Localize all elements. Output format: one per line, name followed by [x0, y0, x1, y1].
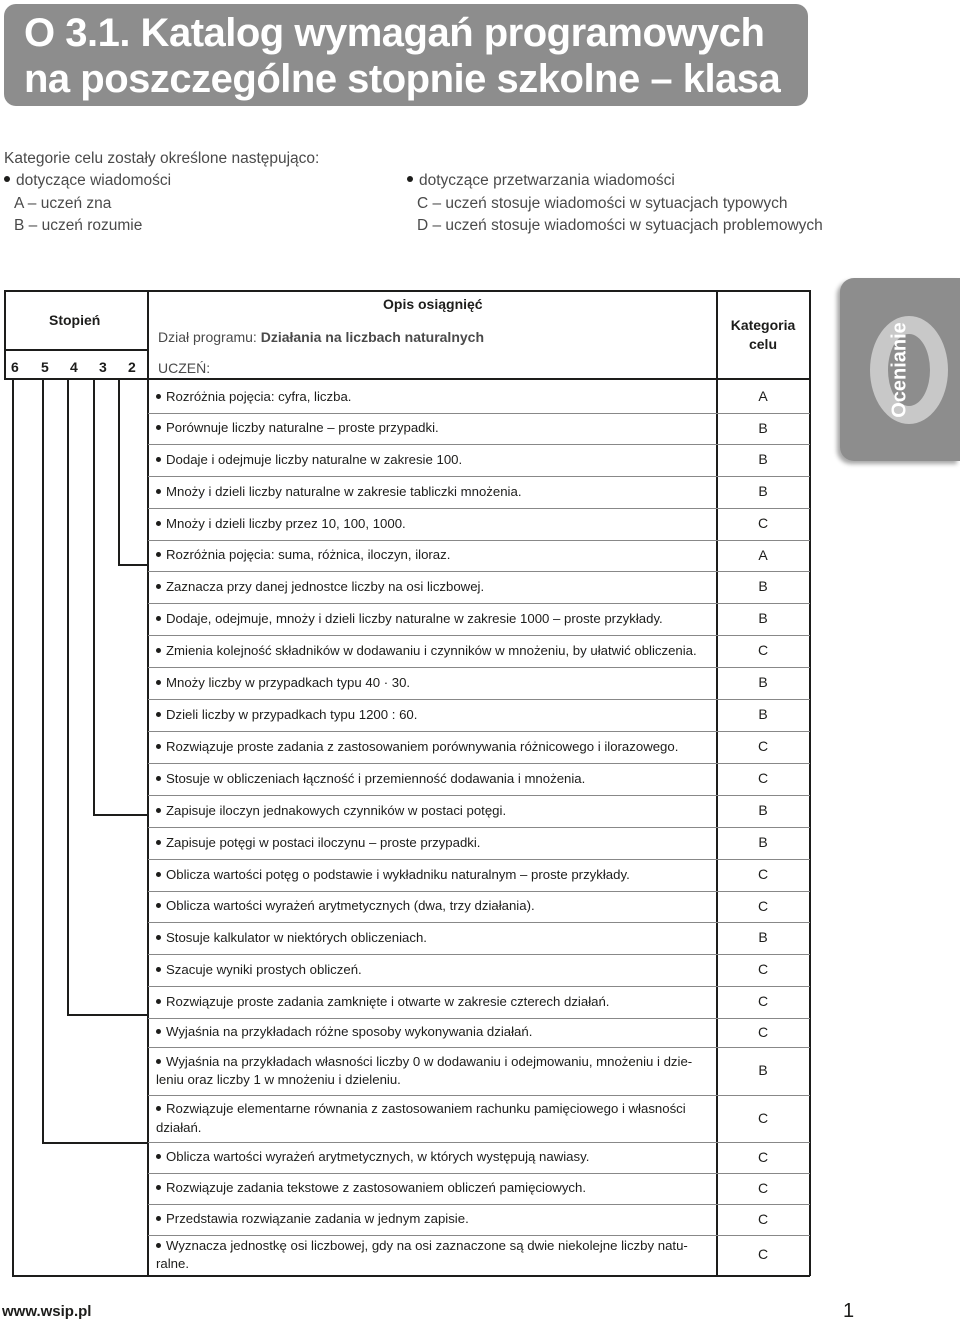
requirement-text — [156, 674, 716, 693]
stopien-header-divider — [4, 349, 148, 351]
bullet-icon — [156, 1059, 161, 1064]
bullet-icon — [156, 1185, 161, 1190]
requirement-line: Szacuje wyniki prostych obliczeń. — [166, 961, 362, 977]
category-cell: C — [757, 961, 769, 977]
stopien-5-line — [42, 379, 44, 1143]
stopien-number-6: 6 — [11, 359, 19, 375]
bullet-icon — [156, 935, 161, 940]
requirement-text — [156, 706, 716, 725]
category-cell: C — [757, 642, 769, 658]
requirement-line: Stosuje w obliczeniach łączność i przemienność dodawania i mnożenia. — [166, 770, 586, 786]
requirement-line: ralne. — [156, 1256, 189, 1271]
requirement-text — [156, 419, 716, 438]
requirement-line: Mnoży liczby w przypadkach typu 40 · 30. — [166, 674, 411, 690]
row-divider — [148, 986, 810, 987]
row-divider — [148, 444, 810, 445]
requirement-text — [156, 993, 716, 1012]
requirement-line: Rozwiązuje elementarne równania z zastosowaniem rachunku pamięciowego i własności — [166, 1101, 686, 1116]
ocenianie-side-tab — [840, 278, 960, 461]
category-cell: B — [758, 610, 768, 626]
category-cell: A — [758, 546, 768, 563]
requirement-line: Mnoży i dzieli liczby naturalne w zakresie tabliczki mnożenia. — [166, 483, 522, 499]
table-left-border — [4, 290, 6, 379]
requirement-line: Wyjaśnia na przykładach własności liczby 0 w dodawaniu i odejmowaniu, mnożeniu i dzie- — [166, 1053, 693, 1069]
category-cell: C — [757, 1109, 769, 1126]
stopien-4-line — [67, 379, 69, 1015]
requirement-text — [156, 802, 716, 821]
requirement-line: Zmienia kolejność składników w dodawaniu i czynników w mnożeniu, by ułatwić obliczenia. — [166, 642, 697, 658]
category-cell: B — [758, 834, 768, 850]
requirement-line: Rozwiązuje proste zadania zamknięte i otwarte w zakresie czterech działań. — [166, 993, 610, 1009]
requirement-line: Dzieli liczby w przypadkach typu 1200 : 60. — [166, 706, 418, 722]
dzial-name: Działania na liczbach naturalnych — [260, 329, 484, 345]
requirement-text — [156, 1237, 716, 1274]
uczen-label: UCZEŃ: — [158, 360, 211, 376]
requirement-text — [156, 483, 716, 502]
bullet-icon — [156, 872, 161, 877]
footer-url: www.wsip.pl — [2, 1303, 92, 1320]
category-a: A – uczeń zna — [14, 194, 112, 212]
requirement-line: Rozwiązuje zadania tekstowe z zastosowaniem obliczeń pamięciowych. — [166, 1180, 587, 1196]
category-cell: B — [758, 578, 768, 594]
bullet-icon — [156, 1106, 161, 1111]
requirement-line: Przedstawia rozwiązanie zadania w jednym zapisie. — [166, 1211, 469, 1227]
requirement-text — [156, 1179, 716, 1198]
requirement-line: Dodaje, odejmuje, mnoży i dzieli liczby naturalne w zakresie 1000 – proste przykłady. — [166, 610, 663, 626]
stopien-5-foot — [42, 1142, 148, 1144]
category-cell: C — [757, 1210, 769, 1227]
row-divider — [148, 1204, 810, 1205]
requirement-text — [156, 834, 716, 853]
bullet-icon — [156, 744, 161, 749]
categories-right-column — [407, 170, 823, 238]
row-divider — [148, 859, 810, 860]
bullet-icon — [156, 903, 161, 908]
category-cell: C — [757, 1179, 769, 1196]
row-divider — [148, 1173, 810, 1174]
bullet-icon — [156, 1154, 161, 1159]
bullet-icon — [156, 840, 161, 845]
category-cell: B — [758, 929, 768, 945]
bullet-icon — [156, 1216, 161, 1221]
bullet-icon — [156, 712, 161, 717]
bullet-icon — [156, 1029, 161, 1034]
bullet-icon — [4, 176, 10, 182]
bullet-icon — [156, 808, 161, 813]
stopien-4-foot — [67, 1014, 148, 1016]
category-cell: C — [757, 738, 769, 754]
row-divider — [148, 476, 810, 477]
categories-left-bullet — [4, 170, 171, 193]
requirement-line: Wyjaśnia na przykładach różne sposoby wykonywania działań. — [166, 1024, 533, 1040]
stopien-3-foot — [93, 814, 148, 816]
stopien-divider — [147, 290, 149, 1276]
stopien-3-line — [93, 379, 95, 815]
bullet-icon — [156, 394, 161, 399]
kategoria-header-line1: Kategoria — [730, 317, 796, 333]
kategoria-header — [716, 316, 810, 354]
categories-heading: Kategorie celu zostały określone następująco: — [4, 150, 320, 167]
requirement-line: Wyznacza jednostkę osi liczbowej, gdy na osi zaznaczone są dwie niekolejne liczby natu- — [166, 1237, 688, 1253]
category-cell: B — [758, 419, 768, 436]
row-divider — [148, 413, 810, 414]
requirement-line: Rozróżnia pojęcia: cyfra, liczba. — [166, 388, 352, 404]
requirement-text — [156, 642, 716, 661]
bullet-icon — [156, 616, 161, 621]
category-cell: C — [757, 993, 769, 1009]
bullet-icon — [156, 552, 161, 557]
categories-left-column — [4, 170, 171, 238]
category-cell: C — [757, 897, 769, 914]
bullet-icon — [156, 776, 161, 781]
category-b: B – uczeń rozumie — [14, 217, 143, 234]
requirement-line: Zaznacza przy danej jednostce liczby na osi liczbowej. — [166, 578, 485, 594]
requirement-text — [156, 515, 716, 534]
row-divider — [148, 1095, 810, 1096]
row-divider — [148, 954, 810, 955]
requirement-text — [156, 1148, 716, 1167]
requirement-line: Porównuje liczby naturalne – proste przypadki. — [166, 420, 439, 436]
row-divider — [148, 699, 810, 700]
requirement-text — [156, 1210, 716, 1229]
row-divider — [148, 540, 810, 541]
requirement-line: Stosuje kalkulator w niektórych obliczeniach. — [166, 929, 427, 945]
requirement-text — [156, 578, 716, 597]
row-divider — [148, 667, 810, 668]
dzial-programu — [158, 329, 484, 345]
requirement-line: Oblicza wartości potęg o podstawie i wykładniku naturalnym – proste przykłady. — [166, 866, 630, 882]
bullet-icon — [156, 457, 161, 462]
categories-right-bullet-text: dotyczące przetwarzania wiadomości — [419, 172, 675, 189]
category-c: C – uczeń stosuje wiadomości w sytuacjach typowych — [417, 194, 788, 212]
bullet-icon — [156, 1243, 161, 1248]
stopien-number-5: 5 — [41, 359, 49, 375]
bullet-icon — [156, 521, 161, 526]
category-d: D – uczeń stosuje wiadomości w sytuacjach problemowych — [417, 217, 823, 234]
requirement-text — [156, 1053, 716, 1090]
bullet-icon — [156, 489, 161, 494]
row-divider — [148, 891, 810, 892]
bullet-icon — [156, 999, 161, 1004]
kategoria-header-line2: celu — [748, 336, 777, 352]
row-divider — [148, 731, 810, 732]
category-cell: B — [758, 451, 768, 467]
requirement-line: Dodaje i odejmuje liczby naturalne w zakresie 100. — [166, 451, 463, 467]
requirement-line: działań. — [156, 1119, 202, 1135]
requirement-line: Oblicza wartości wyrażeń arytmetycznych (dwa, trzy działania). — [166, 898, 535, 914]
requirement-text — [156, 897, 716, 916]
row-divider — [148, 795, 810, 796]
requirement-text — [156, 1100, 716, 1137]
category-cell: C — [757, 1023, 769, 1040]
bullet-icon — [156, 967, 161, 972]
requirement-line: Rozwiązuje proste zadania z zastosowaniem porównywania różnicowego i ilorazowego. — [166, 738, 679, 754]
requirement-text — [156, 610, 716, 629]
stopien-number-2: 2 — [128, 359, 136, 375]
opis-header: Opis osiągnięć — [383, 296, 483, 312]
requirement-text — [156, 866, 716, 885]
title-banner — [4, 4, 808, 147]
title-line-1: O 3.1. Katalog wymagań programowych — [24, 11, 765, 55]
categories-left-bullet-text: dotyczące wiadomości — [16, 172, 172, 189]
requirement-line: Rozróżnia pojęcia: suma, różnica, iloczyn, iloraz. — [166, 547, 451, 563]
category-cell: C — [757, 770, 769, 786]
category-cell: B — [758, 674, 768, 690]
stopien-header: Stopień — [49, 312, 101, 328]
category-cell: B — [758, 483, 768, 499]
row-divider — [148, 1018, 810, 1019]
stopien-number-3: 3 — [99, 359, 107, 375]
category-cell: C — [757, 515, 769, 531]
requirement-text — [156, 1023, 716, 1042]
row-divider — [148, 508, 810, 509]
bullet-icon — [156, 648, 161, 653]
header-bottom-border — [4, 378, 810, 380]
row-divider — [148, 827, 810, 828]
row-divider — [148, 1047, 810, 1048]
row-divider — [148, 571, 810, 572]
requirement-text — [156, 738, 716, 757]
bullet-icon — [407, 176, 413, 182]
category-cell: B — [758, 1062, 768, 1078]
requirement-text — [156, 451, 716, 470]
table-bottom-border — [148, 1275, 810, 1277]
page-number: 1 — [843, 1300, 855, 1322]
requirement-text — [156, 961, 716, 980]
requirement-line: Oblicza wartości wyrażeń arytmetycznych, w których występują nawiasy. — [166, 1149, 590, 1165]
requirement-line: Zapisuje iloczyn jednakowych czynników w postaci potęgi. — [166, 802, 507, 818]
row-divider — [148, 1142, 810, 1143]
requirement-line: Zapisuje potęgi w postaci iloczynu – proste przypadki. — [166, 834, 481, 850]
requirement-text — [156, 929, 716, 948]
requirement-text — [156, 770, 716, 789]
bullet-icon — [156, 425, 161, 430]
category-cell: C — [757, 1148, 769, 1165]
category-cell: A — [758, 388, 768, 404]
row-divider — [148, 635, 810, 636]
title-line-2: na poszczególne stopnie szkolne – klasa 4 — [24, 57, 781, 147]
stopien-6-foot — [12, 1275, 148, 1277]
requirement-text — [156, 388, 716, 407]
page-title — [24, 10, 790, 148]
stopien-6-line — [12, 379, 14, 1276]
side-tab-label: Ocenianie — [888, 322, 911, 418]
stopien-2-line — [118, 379, 120, 565]
dzial-label: Dział programu: — [158, 329, 261, 345]
bullet-icon — [156, 584, 161, 589]
row-divider — [148, 922, 810, 923]
row-divider — [148, 763, 810, 764]
requirement-text — [156, 546, 716, 565]
stopien-2-foot — [118, 564, 148, 566]
row-divider — [148, 603, 810, 604]
category-cell: C — [757, 866, 769, 882]
stopien-number-4: 4 — [70, 359, 78, 375]
requirement-line: leniu oraz liczby 1 w mnożeniu i dzieleniu. — [156, 1072, 401, 1087]
category-cell: B — [758, 706, 768, 722]
category-cell: C — [757, 1246, 769, 1262]
table-top-border — [4, 290, 810, 292]
categories-right-bullet — [407, 170, 823, 193]
requirement-line: Mnoży i dzieli liczby przez 10, 100, 1000. — [166, 515, 406, 531]
category-cell: B — [758, 802, 768, 818]
bullet-icon — [156, 680, 161, 685]
